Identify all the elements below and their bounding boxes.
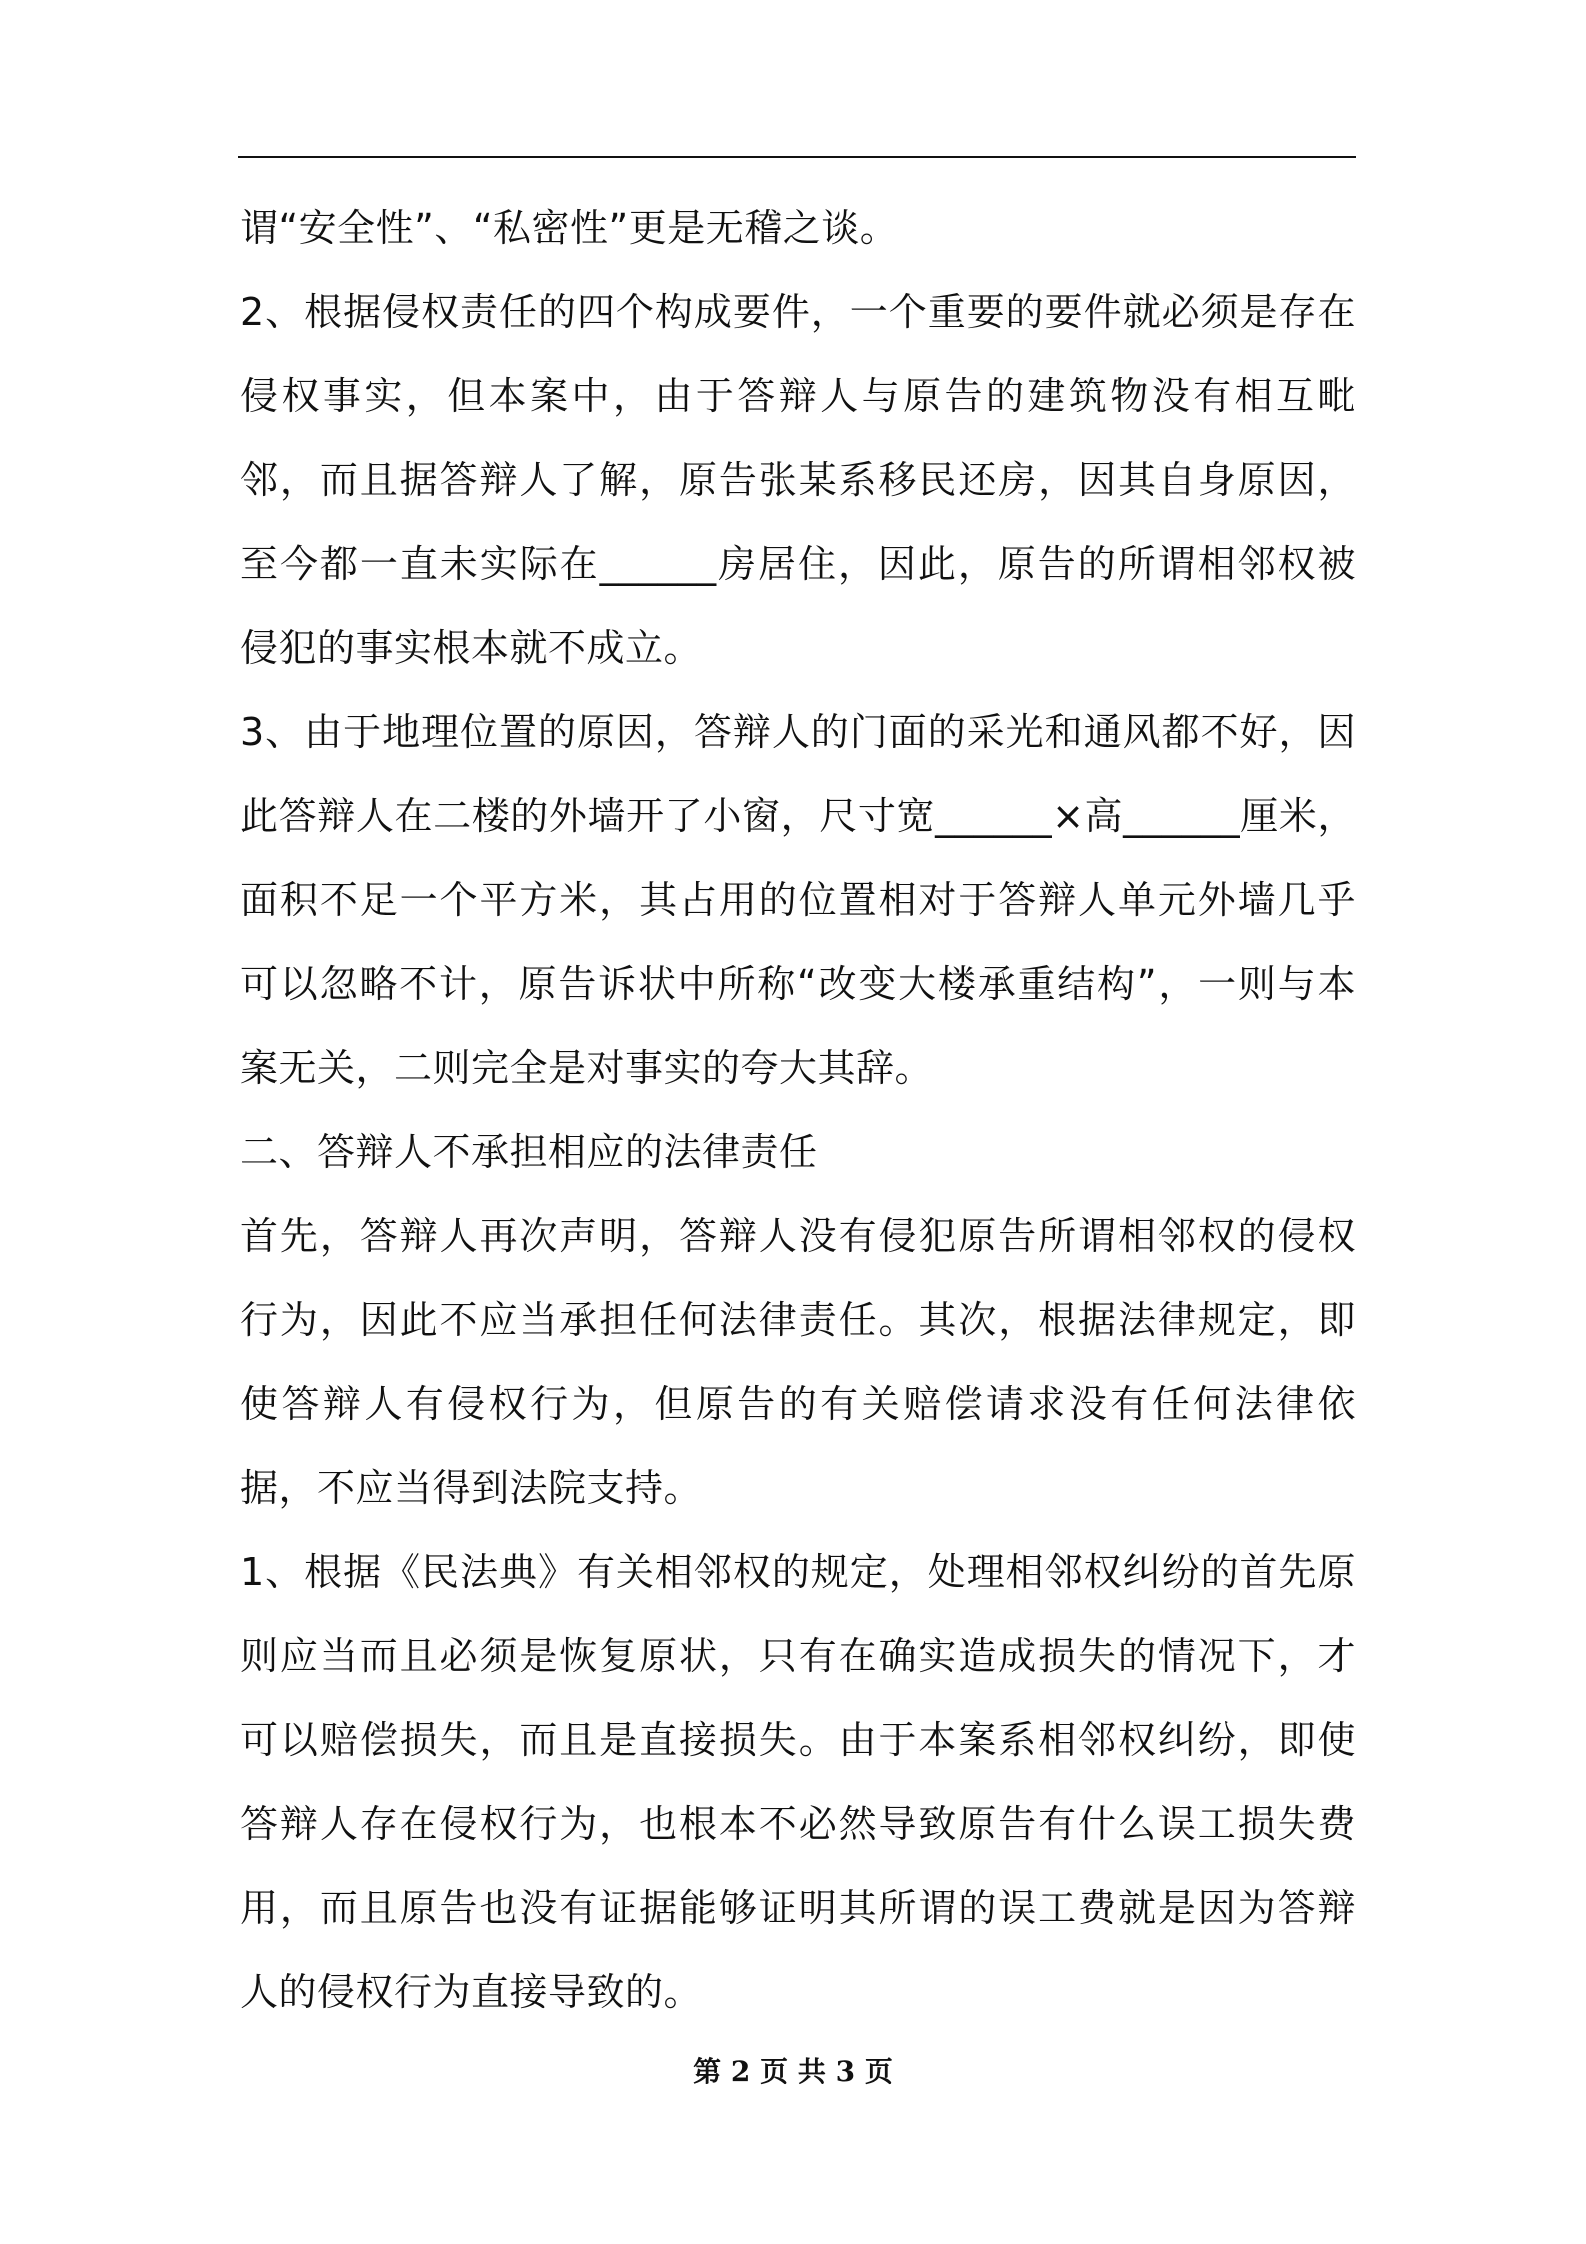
paragraph-continuation: 谓“安全性”、“私密性”更是无稽之谈。 <box>240 206 899 250</box>
paragraph-statement: 首先，答辩人再次声明，答辩人没有侵犯原告所谓相邻权的侵权行为，因此不应当承担任何法律责任。其次，根据法律规定，即使答辩人有侵权行为，但原告的有关赔偿请求没有任何法律依据，不应当得到法院支持。 <box>240 1214 1356 1510</box>
section-heading: 二、答辩人不承担相应的法律责任 <box>240 1130 818 1174</box>
header-divider <box>238 156 1356 158</box>
paragraph-point-3: 3、由于地理位置的原因，答辩人的门面的采光和通风都不好，因此答辩人在二楼的外墙开了小窗，尺寸宽______×高______厘米，面积不足一个平方米，其占用的位置相对于答辩人单元外墙几乎可以忽略不计，原告诉状中所称“改变大楼承重结构”，一则与本案无关，二则完全是对事实的夸大其辞。 <box>240 710 1356 1090</box>
document-body <box>240 186 1356 2034</box>
paragraph-point-1: 1、根据《民法典》有关相邻权的规定，处理相邻权纠纷的首先原则应当而且必须是恢复原状，只有在确实造成损失的情况下，才可以赔偿损失，而且是直接损失。由于本案系相邻权纠纷，即使答辩人存在侵权行为，也根本不必然导致原告有什么误工损失费用，而且原告也没有证据能够证明其所谓的误工费就是因为答辩人的侵权行为直接导致的。 <box>240 1550 1356 2014</box>
page-number-footer: 第 2 页 共 3 页 <box>693 2055 893 2088</box>
paragraph-point-2: 2、根据侵权责任的四个构成要件，一个重要的要件就必须是存在侵权事实，但本案中，由于答辩人与原告的建筑物没有相互毗邻，而且据答辩人了解，原告张某系移民还房，因其自身原因，至今都一直未实际在______房居住，因此，原告的所谓相邻权被侵犯的事实根本就不成立。 <box>240 290 1356 670</box>
